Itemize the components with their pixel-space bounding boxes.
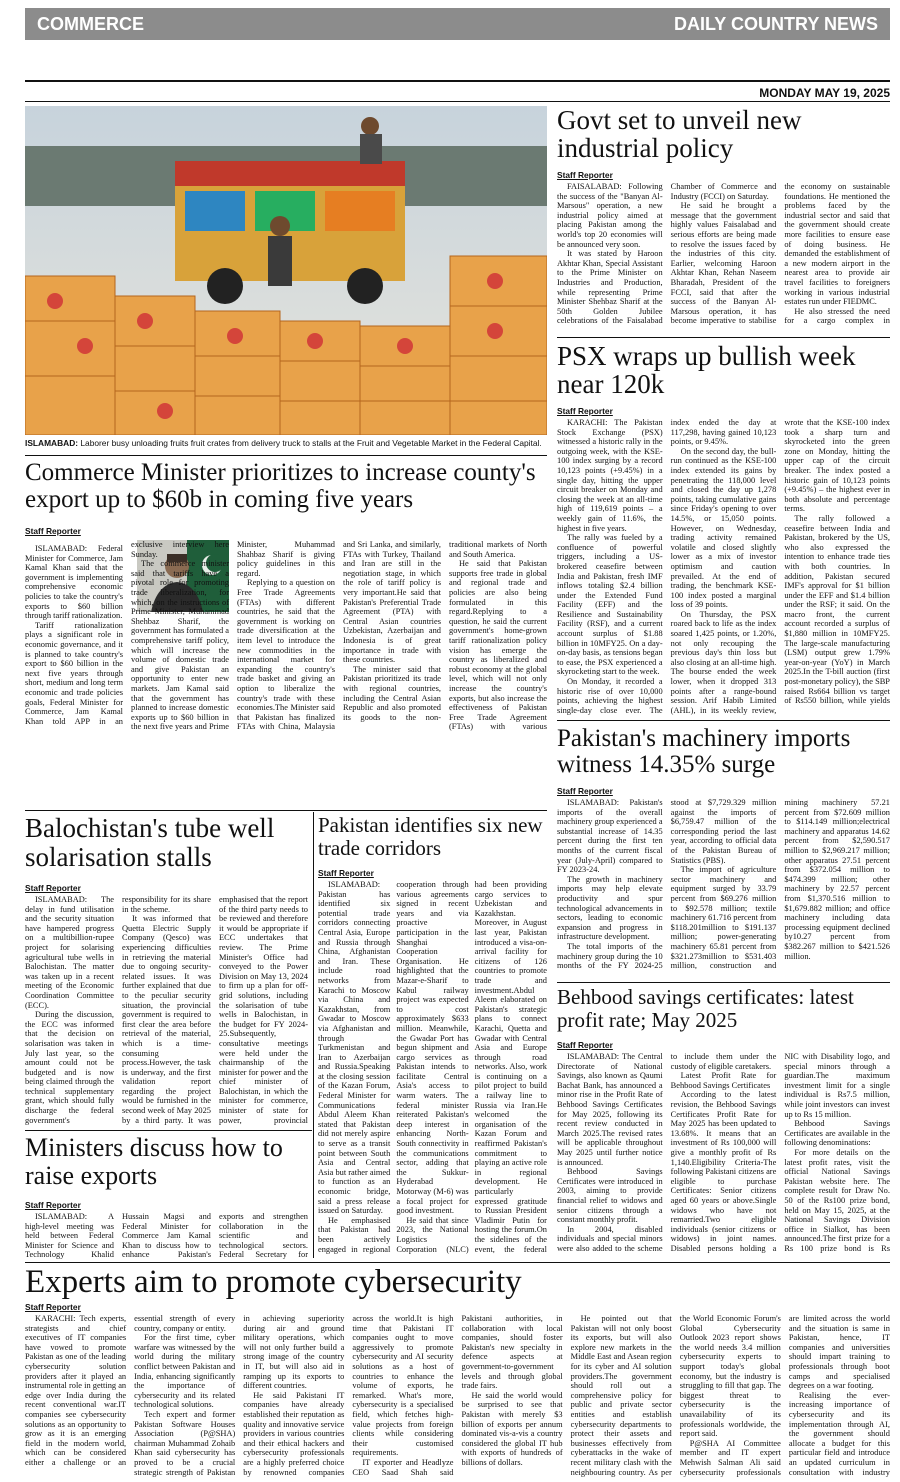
paragraph: Replying to a question on Free Trade Agreements (FTAs) with different countries, he said that the government is working on trade diversification at the item level to introduce the new commodities in the international market for expanding the country's trade basket and giving an option to liberalize the country's trade with these economies.The Minister said that Pakistan has finalized FTAs with China, Malaysia and Sri Lanka, and similarly, FTAs with Turkey, Thailand and Iran are still in the negotiation stage, in which the role of tariff policy is very important.He said that Pakistan's Preferential Trade Agreement (PTA) with Central Asian countries Uzbekistan, Azerbaijan and Indonesia is of great importance in trade with these countries. xyxy=(237,540,441,732)
paragraph: ISLAMABAD: Pakistan has identified six potential trade corridors connecting Central Asia, Europe and Russia through China, Afghanistan and Iran. These include road networks from Karachi to Moscow via China and Kazakhstan, from Gwadar to Moscow via Afghanistan and through Turkmenistan and Iran to Azerbaijan and Russia.Speaking at the closing session of the Kazan Forum, Federal Minister for Communications Abdul Aleem Khan stated that Pakistan did not merely aspire to serve as a transit point between South Asia and Central Asia but rather aimed to function as an economic bridge, said a press release issued on Saturday. xyxy=(318,880,391,1216)
headline-balochistan: Balochistan's tube well solarisation stalls xyxy=(25,813,275,872)
divider xyxy=(25,1130,312,1131)
paragraph: Latest Profit Rate for Behbood Savings Certificates xyxy=(670,1071,777,1090)
body-commerce xyxy=(25,540,547,740)
publication-name: DAILY COUNTRY NEWS xyxy=(673,14,878,34)
paragraph: The minister said that Pakistan prioritized its trade with regional countries, including the Central Asian Republic and also promoted its goods to the non-traditional markets of North and South America. xyxy=(343,540,547,722)
paragraph: He said Pakistani IT companies have already established their reputation as quality and innovative service providers in various countries and their ethical hackers and cybersecurity professionals are a highly preferred choice by renowned companies across the world.It is high time that Pakistani IT companies ought to move aggressively to promote cybersecurity and AI security solutions as a host of countries to enhance the volume of exports, he remarked. What's more, cybersecurity is a specialised field, which fetches high-value projects from foreign clients while considering their customised requirements. xyxy=(243,1314,454,1477)
headline-psx: PSX wraps up bullish week near 120k xyxy=(557,341,856,399)
divider xyxy=(557,720,890,721)
paragraph: Behbood Savings Certificates are available in the following denominations: xyxy=(784,1119,890,1148)
paragraph: He pointed out that Pakistan will not only boost its exports, but will also explore new markets in the Middle East and Asean region for its cyber and AI solution providers.The government should roll out a comprehensive policy for public and private sector entities and establish cybersecurity departments to protect their assets and businesses effectively from cyberattacks in the wake of recent military clash with the neighbouring country. As per the World Economic Forum's Global Cybersecurity Outlook 2023 report shows the world needs 3.4 million cybersecurity experts to support today's global economy, but the industry is struggling to fill that gap. The biggest threat to cybersecurity is the unavailability of its professionals worldwide, the report said. xyxy=(570,1314,781,1477)
headline-commerce: Commerce Minister prioritizes to increase county's export up to $60b in coming five years xyxy=(25,459,536,513)
paragraph: Realising the ever-increasing importance of cybersecurity and its implementation through AI, the government should allocate a budget for this particular field and introduce an updated curriculum in consultation with industry xyxy=(788,1390,890,1477)
paragraph: ISLAMABAD: Pakistan's imports of the overall machinery group experienced a substantial increase of 14.35 percent during the first ten months of the current fiscal year (July-April) compared to FY 2023-24. xyxy=(557,798,663,875)
issue-date: MONDAY MAY 19, 2025 xyxy=(759,86,890,100)
paragraph: KARACHI: Tech experts, strategists and chief executives of IT companies have vowed to promote Pakistan as one of the leading cybersecurity solution providers after it played an instrumental role in getting an edge over India during the recent conventional war.IT companies see cybersecurity solutions as an opportunity to grow as it is an emerging field in the modern world, which can be considered either a challenge or an essential strength of every country, company or entity. xyxy=(25,1314,236,1467)
byline-commerce: Staff Reporter xyxy=(25,526,81,536)
paragraph: He said the world would be surprised to see that Pakistan with merely $3 billion of exports per annum dominated vis-a-vis a country considered the global IT hub with exports of hundreds of billions of dollars. xyxy=(461,1390,563,1467)
byline-corridors: Staff Reporter xyxy=(318,868,374,878)
byline-behbood: Staff Reporter xyxy=(557,1040,613,1050)
body-psx xyxy=(557,418,890,716)
headline-corridors: Pakistan identifies six new trade corridors xyxy=(318,813,543,860)
paragraph: ISLAMABAD: The Central Directorate of National Savings, also known as Qaumi Bachat Bank, has announced a minor rise in the Profit Rate of Behbood Savings Certificates for May 2025, following its recent review conducted in March 2025.The revised rates will be applicable throughout May 2025 until further notice is announced. xyxy=(557,1052,663,1167)
body-cyber xyxy=(25,1314,890,1478)
paragraph: FAISALABAD: Following the success of the "Banyan Al-Marsous" operation, a new industrial policy aimed at placing Pakistan among the world's top 20 economies will be announced very soon. xyxy=(557,182,663,249)
paragraph: The commerce minister said that tariffs have a pivotal role for promoting trade liberalization, for which, on the instructions of Prime Minister, Muhammad Shehbaz Sharif, the government has formulated a comprehensive tariff policy, which will increase the volume of domestic trade and give Pakistan an opportunity to enter new markets. Jam Kamal said that the government has planned to increase domestic exports up to $60 billion in the next five years and Prime Minister, Muhammad Shahbaz Sharif is giving policy guidelines in this regard. xyxy=(131,540,335,732)
paragraph: He said that since 2023, the National Logistics Corporation (NLC) had been providing cargo services to Uzbekistan and Kazakhstan. Moreover, in August last year, Pakistan introduced a visa-on-arrival facility for citizens of 126 countries to promote trade and investment.Abdul Aleem elaborated on Pakistan's strategic plans to connect Karachi, Quetta and Gwadar with Central Asia and Europe through road networks. Also, work is continuing on a pilot project to build a railway line to Russia via Iran.He welcomed the organisation of the Kazan Forum and reaffirmed Pakistan's commitment to playing an active role in regional development. He particularly expressed gratitude to Russian President Vladimir Putin for hosting the forum.On the sidelines of the event, the federal xyxy=(396,880,547,1254)
byline-psx: Staff Reporter xyxy=(557,406,613,416)
body-behbood xyxy=(557,1052,890,1258)
paragraph: He said that Pakistan supports free trade in global and regional trade and policies are also being formulated in this regard.Replying to a question, he said the current government's home-grown tariff rationalization policy vision has emerge the country as liberalized and robust economy at the global level, which will not only increase the country's exports, but also increase the effectiveness of Pakistan Free Trade Agreement (FTAs) with various xyxy=(449,559,547,732)
paragraph: Tariff rationalization plays a significant role in economic governance, and it is planned to take country's export to $60 billion in the next five years through short, medium and long term economic and trade policies goals, Federal Minister for Commerce, Jam Kamal Khan told APP in an exclusive interview here Sunday. xyxy=(25,540,229,726)
body-machinery xyxy=(557,798,890,978)
body-balochistan xyxy=(25,895,308,1127)
paragraph: The growth in machinery imports may help elevate productivity and spur technological advancements in sectors, leading to economic expansion and progress in infrastructure development. xyxy=(557,874,663,942)
paragraph: IT exporter and Headlyze CEO Saad Shah said Pakistani authorities, in collaboration with local companies, should foster Pakistan's new specialty in defence aspects at government-to-government levels and through global trade fairs. xyxy=(352,1314,563,1477)
paragraph: It was stated by Haroon Akhtar Khan, Special Assistant to the Prime Minister on Industries and Production, while representing Prime Minister Shehbaz Sharif at the 50th Golden Jubilee celebrations of the Faisalabad Chamber of Commerce and Industry (FCCI) on Saturday. xyxy=(557,182,777,326)
paragraph: In 2004, disabled individuals and special minors were also added to the scheme to include them under the custody of eligible caretakers. xyxy=(557,1052,777,1253)
byline-machinery: Staff Reporter xyxy=(557,786,613,796)
paragraph: On Thursday, the PSX roared back to life as the index soared 1,425 points, or 1.20%, not only recouping the previous day's thin loss but also closing at an all-time high. The bourse ended the week lower, when it dropped 313 points after a range-bound session. Arif Habib Limited (AHL), in its weekly review, wrote that the KSE-100 index took a sharp turn and skyrocketed into the green zone on Monday, hitting the upper cap of the circuit breaker. The index posted a historic gain of 10,123 points (+9.45%) – the highest ever in both absolute and percentage terms. xyxy=(670,418,890,715)
divider xyxy=(25,455,547,456)
market-photo-image xyxy=(25,106,547,435)
paragraph: On the second day, the bull-run continued as the KSE-100 index extended its gains by penetrating the 118,000 level and closed the day up 1,278 points, taking cumulative gains since Friday's opening to over 14.5%, or 15,050 points. However, on Wednesday, trading activity remained volatile and closed slightly lower as a mix of investor optimism and caution prevailed. At the end of trading, the benchmark KSE-100 index posted a marginal loss of 39 points. xyxy=(670,446,777,610)
paragraph: For the first time, cyber warfare was witnessed by the world during the military conflict between Pakistan and India, enhancing significantly the importance of cybersecurity and its related technological solutions. xyxy=(134,1333,236,1410)
paragraph: According to the latest revision, the Behbood Savings Certificates Profit Rate for May 2025 has been updated to 13.68%. It means that an investment of Rs 100,000 will give a monthly profit of Rs 1,140.Eligibility Criteria-The following Pakistani citizens are eligible to purchase Certificates: Senior citizens aged 60 years or above.Single widows who have not remarried.Two eligible individuals (senior citizens or widows) in joint names. Disabled persons holding a NIC with Disability logo, and special minors through a guardian.The maximum investment limit for a single individual is Rs7.5 million, while joint investors can invest up to Rs 15 million. xyxy=(670,1052,890,1253)
paragraph: ISLAMABAD: The delay in fund utilisation and the security situation have hampered progress on a multibillion-rupee project for solarising agricultural tube wells in Balochistan. The matter was taken up in a recent meeting of the Economic Coordination Committee (ECC). xyxy=(25,895,114,1010)
paragraph: The rally followed a ceasefire between India and Pakistan, brokered by the US, who also expressed the intention to enhance trade ties with both countries. In addition, Pakistan secured IMF's approval for $1 billion under the EFF and $1.4 billion under the RSF; it said. On the macro front, the current account recorded a surplus of $1,880 million in 10MFY25. The large-scale manufacturing (LSM) output grew 1.79% year-on-year (YoY) in March 2025.In the T-bill auction (first post-monetary policy), the SBP raised Rs664 billion vs target of Rs550 billion, while yields xyxy=(784,513,890,706)
masthead-banner xyxy=(25,8,890,40)
paragraph: He emphasised that Pakistan had been actively engaged in regional cooperation through various agreements signed in recent years and via proactive participation in the Shanghai Cooperation Organisation. He highlighted that the Mazar-e-Sharif to Kabul railway project was expected to cost approximately $633 million. Meanwhile, the Gwadar Port has begun shipment and cargo services as Pakistan intends to facilitate Central Asia's access to warm waters. The federal minister reiterated Pakistan's deep interest in enhancing North-South connectivity in the communications sector, adding that the Sukkur-Hyderabad Motorway (M-6) was a focal project for good investment. xyxy=(318,880,469,1254)
divider xyxy=(557,982,890,983)
body-corridors xyxy=(318,880,547,1258)
headline-cyber: Experts aim to promote cybersecurity xyxy=(25,1264,522,1300)
body-ministers xyxy=(25,1212,308,1260)
headline-ministers: Ministers discuss how to raise exports xyxy=(25,1133,283,1190)
column-divider xyxy=(313,812,314,1258)
paragraph: KARACHI: The Pakistan Stock Exchange (PSX) witnessed a historic rally in the outgoing week, with the KSE-100 index surging by a record 10,123 points (+9.45%) in a single day, hitting the upper circuit breaker on Monday and closing the week at an all-time high of 119,619 points – a weekly gain of 11.6%, the highest in five years. xyxy=(557,418,663,533)
caption-place: ISLAMABAD: xyxy=(25,438,79,448)
paragraph: Behbood Savings Certificates were introduced in 2003, aiming to provide financial relief to widows and senior citizens through a constant monthly profit. xyxy=(557,1167,663,1225)
paragraph: P@SHA AI Committee member and IT expert Mehwish Salman Ali said cybersecurity professionals are limited across the world and the situation is same in Pakistan, hence, IT companies and universities should impart training to professionals through boot camps and specialised degrees on a war footing. xyxy=(679,1314,890,1477)
byline-industrial: Staff Reporter xyxy=(557,170,613,180)
body-industrial xyxy=(557,182,890,334)
paragraph: He also stressed the need for a cargo complex in xyxy=(784,306,890,326)
headline-industrial: Govt set to unveil new industrial policy xyxy=(557,105,802,163)
paragraph: It was informed that Quetta Electric Supply Company (Qesco) was experiencing difficulties in retrieving the material due to ongoing security-related issues. It was further explained that due to the peculiar security situation, the provincial government is required to first clear the area before retrieval of the material, which is a time-consuming process.However, the task is underway, and the first validation report regarding the project would be furnished in the second week of May 2025 by a third party. It was emphasised that the report of the third party needs to be reviewed and therefore it would be appropriate if ECC undertakes that review. The Prime Minister's Office had conveyed to the Power Division on May 13, 2024 to firm up a plan for off-grid solutions, including the solarisation of tube wells in Balochistan, in the budget for FY 2024-25.Subsequently, consultative meetings were held under the chairmanship of the minister for power and the chief minister of Balochistan, in which the minister for commerce, minister of state for power, provincial xyxy=(122,895,308,1125)
paragraph: The rally was fueled by a confluence of powerful triggers, including a US-brokered ceasefire between India and Pakistan, fresh IMF inflows totaling $2.4 billion under the Extended Fund Facility (EFF) and the Resilience and Sustainability Facility (RSF), and a current account surplus of $1.88 billion in 10MFY25. On a day-on-day basis, as tensions began to ease, the PSX experienced a skyrocketing start to the week. xyxy=(557,533,663,677)
paragraph: The total imports of the machinery group during the 10 months of the FY 2024-25 stood at $7,729.329 million against the imports of $6,759.47 million of the corresponding period the last year, according to official data of the Pakistan Bureau of Statistics (PBS). xyxy=(557,798,777,971)
byline-cyber: Staff Reporter xyxy=(25,1302,81,1312)
paragraph: On Monday, it recorded a historic rise of over 10,000 points, achieving the highest single-day close ever. The index ended the day at 117,298, having gained 10,123 points, or 9.45%. xyxy=(557,418,777,715)
caption-text: Laborer busy unloading fruits fruit crates from delivery truck to stalls at the Fruit and Vegetable Market in the Federal Capital. xyxy=(78,438,542,448)
paragraph: Tech expert and former Pakistan Software Houses Association (P@SHA) chairman Muhammad Zohaib Khan said cybersecurity has proved to be a crucial strategic strength of Pakistan in achieving superiority during air and ground military operations, which will not only further build a strong image of the country in IT, but will also aid in ramping up its exports to different countries. xyxy=(134,1314,345,1477)
divider xyxy=(25,810,547,811)
paragraph: The import of agriculture sector machinery and equipment surged by 33.79 percent from $69.276 million to $92.578 million; textile machinery 61.716 percent from $118.201million to $191.137 million; power-generating machinery 65.81 percent from $321.273million to $531.403 million, construction and mining machinery 57.21 percent from $72.609 million to $114.149 million;electrical machinery and apparatus 14.62 percent from $2,590.517 million to $2,969.217 million; other apparatus 27.51 percent from $372.054 million to $474.399 million; other machinery by 22.57 percent from $1,370.516 million to $1,679.882 million; and office machinery including data processing equipment declined by10.27 percent from $382.267 million to $421.526 million. xyxy=(670,798,890,971)
photo-caption xyxy=(25,438,547,448)
paragraph: During the discussion, the ECC was informed that the decision on solarisation was taken in July last year, so the amount could not be budgeted and is now being claimed through the technical supplementary grant, which should fully discharge the federal government's responsibility for its share in the scheme. xyxy=(25,895,211,1125)
masthead-rule xyxy=(25,80,890,82)
byline-balochistan: Staff Reporter xyxy=(25,883,81,893)
divider xyxy=(557,337,890,338)
headline-behbood: Behbood savings certificates: latest profit rate; May 2025 xyxy=(557,985,854,1032)
paragraph: For more details on the latest profit rates, visit the official National Savings Pakistan website here. The complete result for Draw No. 50 of the Rs100 prize bond, held on May 15, 2025, at the National Savings Division office in Sialkot, has been announced.The first prize for a Rs 100 prize bond is Rs xyxy=(784,1147,890,1253)
byline-ministers: Staff Reporter xyxy=(25,1200,81,1210)
paragraph: ISLAMABAD: A high-level meeting was held between Federal Minister for Science and Technology Khalid Hussain Magsi and Federal Minister for Commerce Jam Kamal Khan to discuss how to enhance Pakistan's exports and strengthen collaboration in the scientific and technological sectors. Federal Secretary for xyxy=(25,1212,308,1260)
paragraph: He said he brought a message that the government highly values Faisalabad and serious efforts are being made to resolve the issues faced by the industries of this city. Earlier, welcoming Haroon Akhtar Khan, Rehan Naseem Bharadah, President of the FCCI, said that after the success of the Banyan Al-Marsous operation, it has become imperative to stabilise the economy on sustainable foundations. He mentioned the problems faced by the industrial sector and said that the government should create more facilities to ensure ease of doing business. He demanded the establishment of a new modern airport in the nearest area to provide air travel facilities to foreigners working in various industrial estates run under FIEDMC. xyxy=(670,182,890,326)
divider xyxy=(25,1262,890,1263)
market-photo xyxy=(25,106,547,435)
headline-machinery: Pakistan's machinery imports witness 14.35% surge xyxy=(557,725,851,778)
date-rule xyxy=(25,101,890,102)
paragraph: ISLAMABAD: Federal Minister for Commerce, Jam Kamal Khan said that the government is implementing comprehensive economic policies to take the country's exports to $60 billion through tariff rationalization. xyxy=(25,544,123,621)
section-name: COMMERCE xyxy=(37,14,144,34)
